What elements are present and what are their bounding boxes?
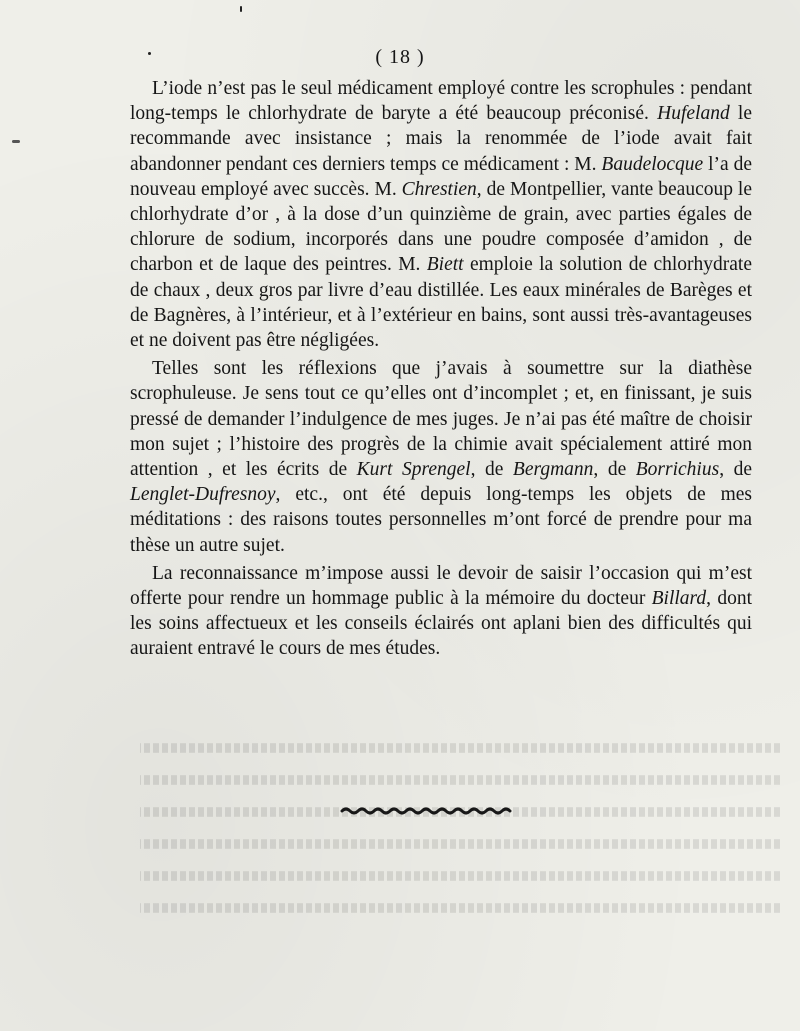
italic-name: Baudelocque <box>601 153 704 175</box>
paragraph <box>130 356 752 558</box>
paragraph <box>130 561 752 662</box>
page-number: ( 18 ) <box>375 46 425 68</box>
ornamental-divider <box>340 806 516 816</box>
italic-name: Bergmann <box>512 459 594 481</box>
italic-name: Kurt Sprengel <box>356 459 471 481</box>
text-run: , de <box>470 459 513 481</box>
text-run: La reconnaissance m’impose aussi le devoir de saisir l’occasion qui m’est offerte pour rendre un hommage public à la mémoire du docteur <box>130 562 752 610</box>
body-text <box>130 76 752 665</box>
show-through-text <box>140 728 780 928</box>
text-run: l’a de nouveau employé avec succès. M. <box>130 153 752 200</box>
ink-speck <box>148 52 151 55</box>
text-run: L’iode n’est pas le seul médicament employé contre les scrophules : pendant long-temps le chlorhydrate de baryte a été beaucoup préconisé. <box>130 78 752 125</box>
ink-speck <box>12 140 20 143</box>
text-run: , de <box>719 459 752 481</box>
ink-speck <box>240 6 242 12</box>
text-run: Telles sont les réflexions que j’avais à soumettre sur la diathèse scrophuleuse. Je sens tout ce qu’elles ont d’incomplet ; et, en finissant, je suis pressé de demander l’indulgence de mes juges. Je n’ai pas été maître de choisir mon sujet ; l’histoire des progrès de la chimie avait spécialement attiré mon attention , et les écrits de <box>130 358 752 481</box>
italic-name: Hufeland <box>657 103 730 125</box>
text-run: le recommande avec insistance ; mais la renommée de l’iode avait fait abandonner pendant ces derniers temps ce médicament : M. <box>130 103 752 175</box>
text-run: , etc., ont été depuis long-temps les objets de mes méditations : des raisons toutes personnelles m’ont forcé de prendre pour ma thèse un autre sujet. <box>130 484 752 556</box>
text-run: , de Montpellier, vante beaucoup le chlorhydrate d’or , à la dose d’un quinzième de grain, avec parties égales de chlorure de sodium, incorporés dans une poudre composée d’amidon , de charbon et de laque des peintres. M. <box>130 178 752 276</box>
italic-name: Borrichius <box>635 459 720 481</box>
italic-name: Lenglet-Dufresnoy <box>130 484 276 506</box>
paragraph <box>130 76 752 353</box>
text-run: emploie la solution de chlorhydrate de chaux , deux gros par livre d’eau distillée. Les eaux minérales de Barèges et de Bagnères, à l’intérieur, et à l’extérieur en bains, sont aussi très-avantageuses et ne doivent pas être négligées. <box>130 254 753 352</box>
italic-name: Biett <box>426 254 464 276</box>
italic-name: Chrestien <box>401 178 477 200</box>
text-run: , dont les soins affectueux et les conseils éclairés ont aplani bien des difficultés qui auraient entravé le cours de mes études. <box>130 588 753 660</box>
italic-name: Billard <box>651 588 707 610</box>
text-run: , de <box>593 459 636 481</box>
